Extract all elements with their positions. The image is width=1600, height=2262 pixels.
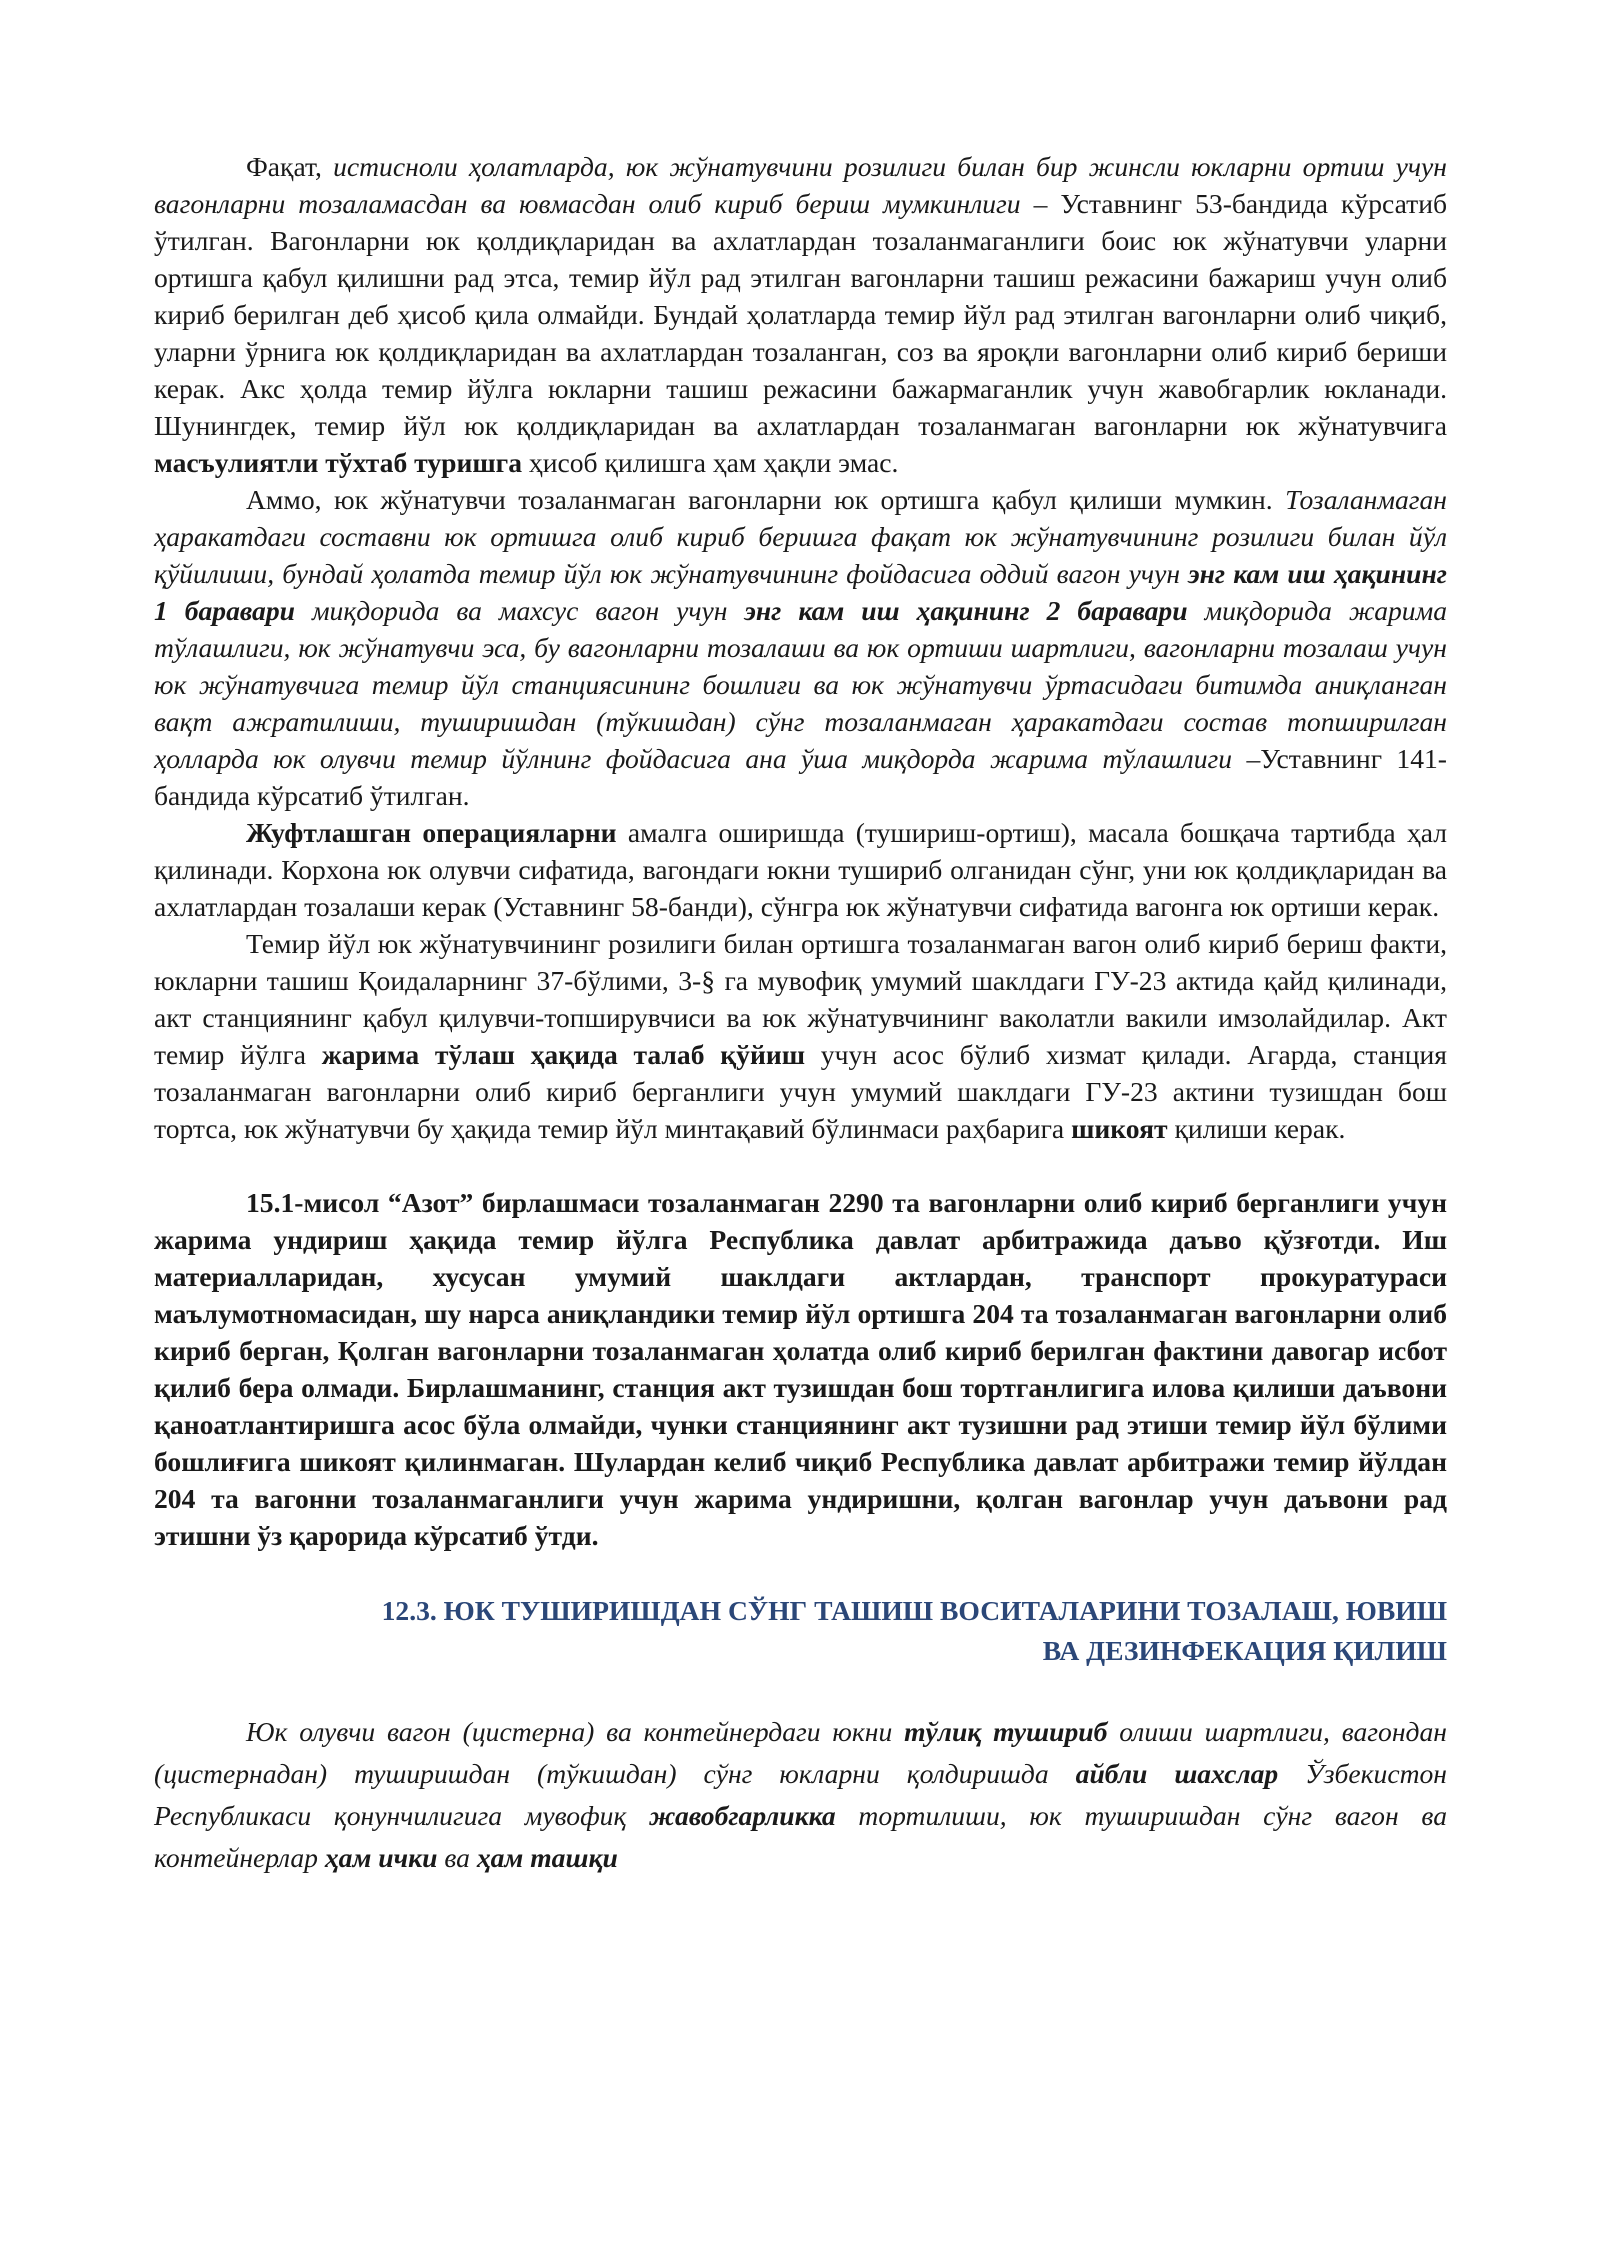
italic-run: миқдорида ва махсус вагон учун	[295, 595, 745, 626]
paragraph-shipper-acceptance	[154, 481, 1447, 814]
italic-run: олиши шартлиги, вагондан (цистернадан) туширишдан (тўкишдан) сўнг юкларни қолдиришда	[154, 1716, 1447, 1789]
italic-run: Ўзбекистон Республикаси қонунчилигига мувофиқ	[154, 1758, 1447, 1831]
bold-italic-run: энг кам иш ҳақининг 1 баравари	[154, 558, 1447, 626]
text-run: –Уставнинг 141-бандида кўрсатиб ўтилган.	[154, 743, 1448, 811]
paragraph-full-unloading	[154, 1711, 1447, 1879]
text-run: Темир йўл юк жўнатувчининг розилиги билан ортишга тозаланмаган вагон олиб кириб бериш факти, юкларни ташиш Қоидаларнинг 37-бўлими, 3-§ га мувофиқ умумий шаклдаги ГУ-23 актида қайд қилинади, акт станциянинг қабул қилувчи-топширувчиси ва юк жўнатувчининг ваколатли вакили имзолайдилар. Акт темир йўлга	[154, 928, 1447, 1070]
paragraph-gu23-act	[154, 925, 1447, 1147]
heading-line: 12.3. ЮК ТУШИРИШДАН СЎНГ ТАШИШ ВОСИТАЛАРИНИ ТОЗАЛАШ, ЮВИШ	[381, 1595, 1447, 1626]
text-run: Фақат,	[246, 151, 334, 182]
text-run: Аммо, юк жўнатувчи тозаланмаган вагонларни юк ортишга қабул қилиши мумкин.	[246, 484, 1286, 515]
example-15-1: 15.1-мисол “Азот” бирлашмаси тозаланмаган 2290 та вагонларни олиб кириб берганлиги учун жарима ундириш ҳақида темир йўлга Республика давлат арбитражида даъво қўзғотди. Иш материалларидан, хусусан умумий шаклдаги актлардан, транспорт прокуратураси маълумотномасидан, шу нарса аниқландики темир йўл ортишга 204 та тозаланмаган вагонларни олиб кириб берган, Қолган вагонларни тозаланмаган ҳолатда олиб кириб берилган фактини давогар исбот қилиб бера олмади. Бирлашманинг, станция акт тузишдан бош тортганлигига илова қилиши даъвони қаноатлантиришга асос бўла олмайди, чунки станциянинг акт тузишни рад этиши темир йўл бўлими бошлиғига шикоят қилинмаган. Шулардан келиб чиқиб Республика давлат арбитражи темир йўлдан 204 та вагонни тозаланмаганлиги учун жарима ундиришни, қолган вагонлар учун даъвони рад этишни ўз қарорида кўрсатиб ўтди.	[154, 1187, 1447, 1551]
italic-run: истисноли ҳолатларда, юк жўнатувчини розилиги билан бир жинсли юкларни ортиш учун вагонларни тозаламасдан ва ювмасдан олиб кириб бериш мумкинлиги	[154, 151, 1447, 219]
bold-run: жарима тўлаш ҳақида талаб қўйиш	[321, 1039, 806, 1070]
bold-italic-run: тўлиқ тушириб	[904, 1716, 1108, 1747]
text-run: – Уставнинг 53-бандида кўрсатиб ўтилган. Вагонларни юк қолдиқларидан ва ахлатлардан тозаланмаганлиги боис юк жўнатувчи уларни ортишга қабул қилишни рад этса, темир йўл рад этилган вагонларни ташиш режасини бажариш учун олиб кириб берилган деб ҳисоб қила олмайди. Бундай ҳолатларда темир йўл рад этилган вагонларни олиб чиқиб, уларни ўрнига юк қолдиқларидан ва ахлатлардан тозаланган, соз ва яроқли вагонларни олиб кириб бериши керак. Акс ҳолда темир йўлга юкларни ташиш режасини бажармаганлик учун жавобгарлик юкланади. Шунингдек, темир йўл юк қолдиқларидан ва ахлатлардан тозаланмаган вагонларни юк жўнатувчига	[154, 188, 1447, 441]
bold-italic-run: айбли шахслар	[1075, 1758, 1279, 1789]
bold-run: масъулиятли тўхтаб туришга	[154, 447, 523, 478]
bold-run: Жуфтлашган операцияларни	[246, 817, 617, 848]
paragraph-paired-operations	[154, 814, 1447, 925]
text-run: амалга оширишда (тушириш-ортиш), масала бошқача тартибда ҳал қилинади. Корхона юк олувчи сифатида, вагондаги юкни тушириб олганидан сўнг, уни юк қолдиқларидан ва ахлатлардан тозалаши керак (Уставнинг 58-банди), сўнгра юк жўнатувчи сифатида вагонга юк ортиши керак.	[154, 817, 1447, 922]
bold-italic-run: жавобгарликка	[649, 1800, 836, 1831]
italic-run: Тозаланмаган ҳаракатдаги составни юк ортишга олиб кириб беришга фақат юк жўнатувчининг розилиги билан йўл қўйилиши, бундай ҳолатда темир йўл юк жўнатувчининг фойдасига оддий вагон учун	[154, 484, 1447, 589]
section-heading	[154, 1591, 1447, 1671]
italic-run: миқдорида жарима тўлашлиги, юк жўнатувчи эса, бу вагонларни тозалаши ва юк ортиши шартлиги, вагонларни тозалаш учун юк жўнатувчига темир йўл станциясининг бошлиғи ва юк жўнатувчи ўртасидаги битимда аниқланган вақт ажратилиши, туширишдан (тўкишдан) сўнг тозаланмаган ҳаракатдаги состав топширилган ҳолларда юк олувчи темир йўлнинг фойдасига ана ўша миқдорда жарима тўлашлиги	[154, 595, 1447, 774]
bold-italic-run: энг кам иш ҳақининг 2 баравари	[744, 595, 1188, 626]
italic-run: тортилиши, юк туширишдан сўнг вагон ва контейнерлар	[154, 1800, 1447, 1873]
text-run: қилиши керак.	[1167, 1113, 1346, 1144]
heading-line: ВА ДЕЗИНФЕКАЦИЯ ҚИЛИШ	[1042, 1635, 1447, 1666]
bold-italic-run: ҳам ташқи	[476, 1842, 618, 1873]
italic-run: Юк олувчи вагон (цистерна) ва контейнердаги юкни	[246, 1716, 905, 1747]
bold-run: шикоят	[1071, 1113, 1168, 1144]
bold-italic-run: ҳам ички	[324, 1842, 438, 1873]
italic-run: ва	[437, 1842, 477, 1873]
text-run: ҳисоб қилишга ҳам ҳақли эмас.	[522, 447, 899, 478]
paragraph-unwashed-wagons-exception	[154, 148, 1447, 481]
text-run: учун асос бўлиб хизмат қилади. Агарда, станция тозаланмаган вагонларни олиб кириб берганлиги учун умумий шаклдаги ГУ-23 актини тузишдан бош тортса, юк жўнатувчи бу ҳақида темир йўл минтақавий бўлинмаси раҳбарига	[154, 1039, 1447, 1144]
